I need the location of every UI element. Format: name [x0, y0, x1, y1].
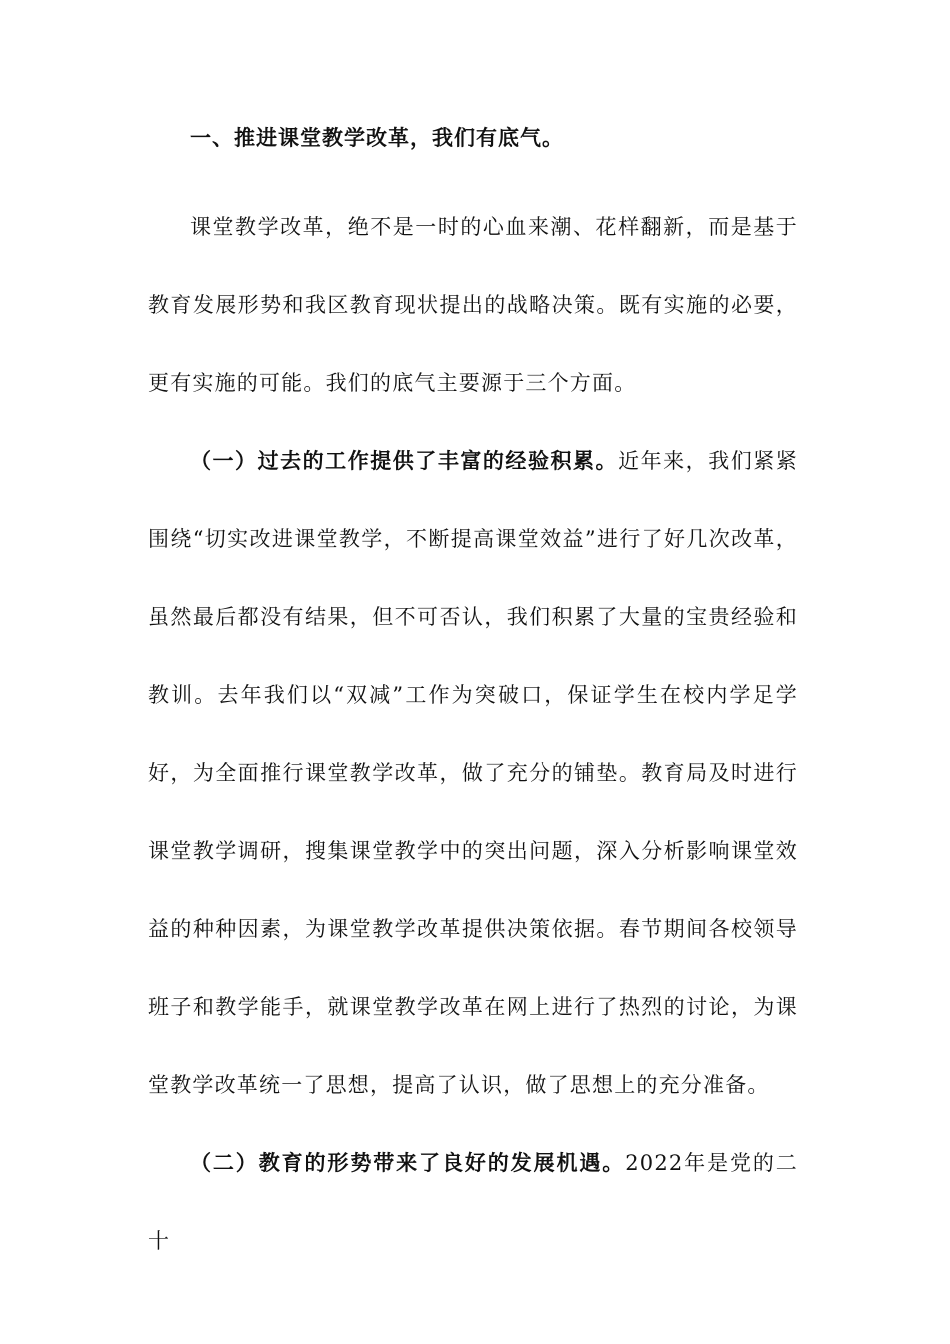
paragraph-opportunity-text: 2022年是党的二十: [148, 1151, 798, 1253]
paragraph-intro: [148, 188, 798, 422]
section-heading: 一、推进课堂教学改革，我们有底气。: [190, 126, 564, 150]
paragraph-experience: [148, 422, 798, 1124]
paragraph-experience-text: 近年来，我们紧紧围绕“切实改进课堂教学，不断提高课堂效益”进行了好几次改革，虽然最后都没有结果，但不可否认，我们积累了大量的宝贵经验和教训。去年我们以“双减”工作为突破口，保证学生在校内学足学好，为全面推行课堂教学改革，做了充分的铺垫。教育局及时进行课堂教学调研，搜集课堂教学中的突出问题，深入分析影响课堂效益的种种因素，为课堂教学改革提供决策依据。春节期间各校领导班子和教学能手，就课堂教学改革在网上进行了热烈的讨论，为课堂教学改革统一了思想，提高了认识，做了思想上的充分准备。: [148, 449, 798, 1097]
paragraph-opportunity-lead: （二）教育的形势带来了良好的发展机遇。: [190, 1151, 626, 1175]
document-body: [148, 118, 798, 1280]
paragraph-opportunity: [148, 1124, 798, 1280]
paragraph-experience-lead: （一）过去的工作提供了丰富的经验积累。: [190, 449, 619, 473]
paragraph-intro-text: 课堂教学改革，绝不是一时的心血来潮、花样翻新，而是基于教育发展形势和我区教育现状提出的战略决策。既有实施的必要，更有实施的可能。我们的底气主要源于三个方面。: [148, 215, 798, 395]
